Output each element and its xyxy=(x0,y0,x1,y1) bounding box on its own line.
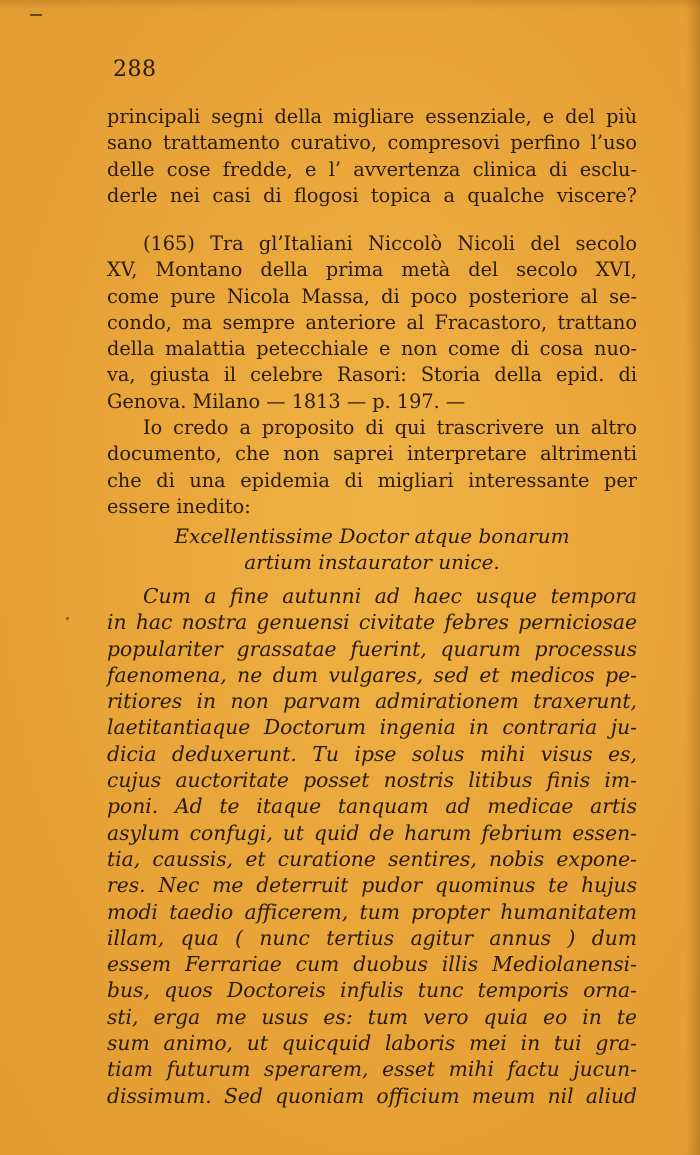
text-line: modi taedio afficerem, tum propter humanitatem xyxy=(107,899,637,924)
text-line: condo, ma sempre anteriore al Fracastoro, trattano xyxy=(107,310,637,334)
text-line: ritiores in non parvam admirationem traxerunt, xyxy=(107,689,637,714)
text-line: essere inedito: xyxy=(107,494,251,518)
text-line: poni. Ad te itaque tanquam ad medicae artis xyxy=(107,794,637,819)
margin-mark xyxy=(30,14,42,16)
text-line: in hac nostra genuensi civitate febres perniciosae xyxy=(107,610,637,635)
text-line: che di una epidemia di migliari interessante per xyxy=(107,468,637,492)
text-line: come pure Nicola Massa, di poco posteriore al se- xyxy=(107,284,637,308)
paragraph-io-credo xyxy=(107,415,637,520)
salutation-line: Excellentissime Doctor atque bonarum xyxy=(174,524,570,548)
text-line: principali segni della migliare essenziale, e del più xyxy=(107,105,637,128)
text-line: derle nei casi di flogosi topica a qualche viscere? xyxy=(107,183,637,207)
text-line: Cum a fine autunni ad haec usque tempora xyxy=(143,584,637,608)
note-165 xyxy=(107,231,637,415)
text-line: XV, Montano della prima metà del secolo XVI, xyxy=(107,258,637,282)
text-line: faenomena, ne dum vulgares, sed et medicos pe- xyxy=(107,662,637,687)
page-top-shadow xyxy=(0,0,700,10)
salutation-line: artium instaurator unice. xyxy=(244,550,500,575)
text-line: sum animo, ut quicquid laboris mei in tui gra- xyxy=(107,1031,637,1056)
text-line: bus, quos Doctoreis infulis tunc temporis orna- xyxy=(107,978,637,1003)
text-line: res. Nec me deterruit pudor quominus te hujus xyxy=(107,873,637,898)
text-line: dicia deduxerunt. Tu ipse solus mihi visus es, xyxy=(107,741,637,766)
paragraph-continuation xyxy=(107,104,637,209)
paper-speck xyxy=(66,617,69,620)
text-line: laetitantiaque Doctorum ingenia in contraria ju- xyxy=(107,715,637,740)
text-line: documento, che non saprei interpretare altrimenti xyxy=(107,442,637,466)
text-line: sano trattamento curativo, compresovi perfino l’uso xyxy=(107,131,637,155)
text-line: della malattia petecchiale e non come di cosa nuo- xyxy=(107,337,637,361)
page-number: 288 xyxy=(113,57,157,82)
text-line: essem Ferrariae cum duobus illis Mediolanensi- xyxy=(107,952,637,977)
text-line: Genova. Milano — 1813 — p. 197. — xyxy=(107,389,466,413)
text-line: sti, erga me usus es: tum vero quia eo in te xyxy=(107,1004,637,1029)
letter-salutation xyxy=(107,523,637,576)
text-line: cujus auctoritate posset nostris litibus finis im- xyxy=(107,768,637,793)
text-line: illam, qua ( nunc tertius agitur annus ) dum xyxy=(107,925,637,950)
latin-letter-body xyxy=(107,583,637,1109)
text-line: (165) Tra gl’Italiani Niccolò Nicoli del secolo xyxy=(143,232,637,255)
text-line: delle cose fredde, e l’ avvertenza clinica di esclu- xyxy=(107,157,637,181)
text-line: Io credo a proposito di qui trascrivere un altro xyxy=(143,416,637,439)
text-line: tiam futurum sperarem, esset mihi factu jucun- xyxy=(107,1057,637,1082)
text-line: asylum confugi, ut quid de harum febrium essen- xyxy=(107,820,637,845)
text-line: tia, caussis, et curatione sentires, nobis expone- xyxy=(107,846,637,871)
page-edge-shadow xyxy=(686,0,700,1155)
text-line: dissimum. Sed quoniam officium meum nil aliud xyxy=(107,1083,637,1108)
text-line: va, giusta il celebre Rasori: Storia della epid. di xyxy=(107,363,637,387)
text-line: populariter grassatae fuerint, quarum processus xyxy=(107,636,637,661)
